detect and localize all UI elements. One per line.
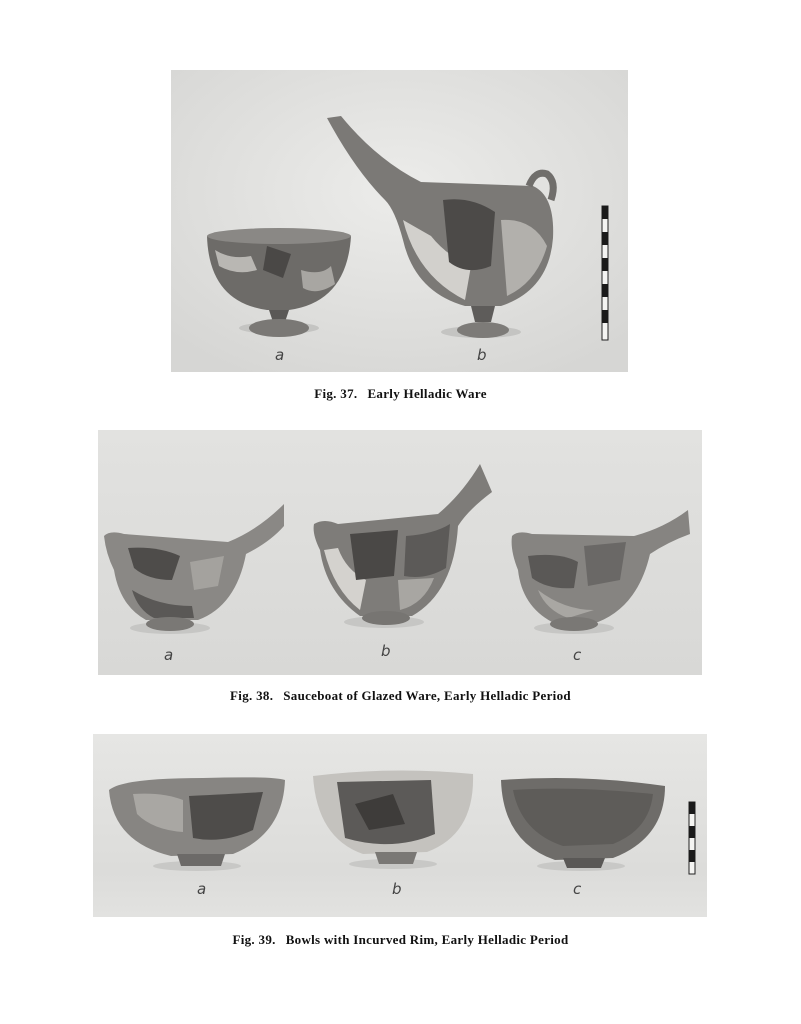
figure-37-photo — [171, 70, 628, 372]
figure-title: Early Helladic Ware — [367, 386, 487, 401]
scale-bar — [602, 206, 608, 340]
item-label-a: a — [164, 646, 174, 664]
figure-38-caption — [0, 688, 801, 704]
figure-number: Fig. 37. — [314, 386, 358, 401]
item-label-c: c — [573, 646, 582, 664]
figure-39-photo — [93, 734, 707, 917]
item-label-c: c — [573, 880, 582, 898]
figure-title: Bowls with Incurved Rim, Early Helladic Period — [285, 932, 569, 947]
item-label-b: b — [392, 880, 402, 898]
figure-38-photo — [98, 430, 702, 675]
item-label-b: b — [477, 346, 487, 364]
figure-38-image — [98, 430, 702, 675]
figure-number: Fig. 38. — [230, 688, 274, 703]
item-label-a: a — [275, 346, 285, 364]
item-label-a: a — [197, 880, 207, 898]
scale-bar — [689, 802, 695, 874]
item-label-b: b — [381, 642, 391, 660]
figure-39-image — [93, 734, 707, 917]
figure-title: Sauceboat of Glazed Ware, Early Helladic Period — [283, 688, 571, 703]
figure-39-caption — [0, 932, 801, 948]
figure-37-image — [171, 70, 628, 372]
figure-37-caption — [0, 386, 801, 402]
figure-number: Fig. 39. — [232, 932, 276, 947]
